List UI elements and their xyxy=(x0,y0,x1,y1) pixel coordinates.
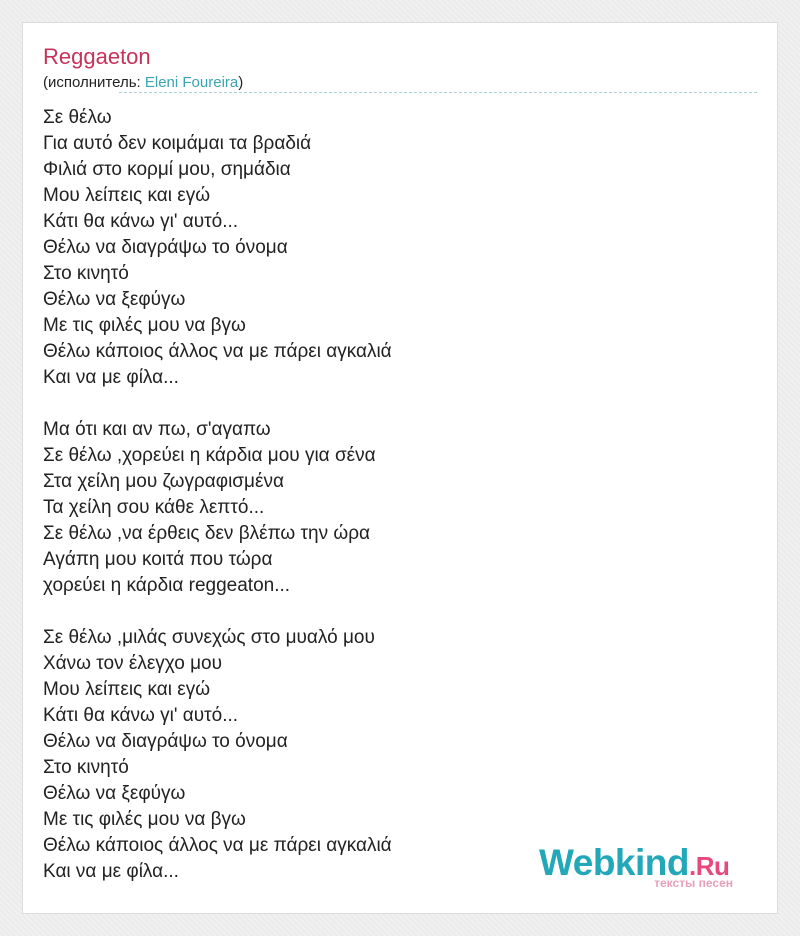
lyric-line: Σε θέλω ,να έρθεις δεν βλέπω την ώρα xyxy=(43,523,371,544)
lyric-line: Θέλω να ξεφύγω xyxy=(43,289,186,310)
site-logo[interactable] xyxy=(539,843,749,889)
lyric-line: Μα ότι και αν πω, σ'αγαπω xyxy=(43,419,271,440)
lyric-line: Στο κινητό xyxy=(43,263,129,284)
performer-prefix: (исполнитель: xyxy=(43,74,145,91)
performer-suffix: ) xyxy=(238,74,244,91)
logo-tld: .Ru xyxy=(689,851,730,881)
performer-line xyxy=(43,73,243,93)
lyric-line: Θέλω να διαγράψω το όνομα xyxy=(43,237,288,258)
lyric-line: Φιλιά στο κορμί μου, σημάδια xyxy=(43,159,291,180)
lyric-line: Θέλω να ξεφύγω xyxy=(43,783,186,804)
lyric-line: Μου λείπεις και εγώ xyxy=(43,679,211,700)
lyrics-body xyxy=(43,105,743,885)
lyric-line: Με τις φιλές μου να βγω xyxy=(43,315,246,336)
lyric-line: Θέλω κάποιος άλλος να με πάρει αγκαλιά xyxy=(43,341,392,362)
lyric-line: Με τις φιλές μου να βγω xyxy=(43,809,246,830)
lyrics-card xyxy=(22,22,778,914)
title-divider xyxy=(119,92,757,93)
lyric-line: Στα χείλη μου ζωγραφισμένα xyxy=(43,471,284,492)
lyric-line: χορεύει η κάρδια reggeaton... xyxy=(43,575,291,596)
lyric-line: Σε θέλω ,χορεύει η κάρδια μου για σένα xyxy=(43,445,376,466)
artist-link[interactable]: Eleni Foureira xyxy=(144,74,239,91)
lyric-line: Κάτι θα κάνω γι' αυτό... xyxy=(43,211,239,232)
lyric-line: Θέλω κάποιος άλλος να με πάρει αγκαλιά xyxy=(43,835,392,856)
lyric-line: Αγάπη μου κοιτά που τώρα xyxy=(43,549,273,570)
lyric-line: Και να με φίλα... xyxy=(43,367,179,388)
lyric-line: Κάτι θα κάνω γι' αυτό... xyxy=(43,705,239,726)
lyric-line: Σε θέλω xyxy=(43,107,112,128)
song-title: Reggaeton xyxy=(43,44,151,69)
stanza-gap xyxy=(43,391,743,417)
logo-tagline: тексты песен xyxy=(654,876,733,890)
lyric-line: Για αυτό δεν κοιμάμαι τα βραδιά xyxy=(43,133,312,154)
lyric-line: Μου λείπεις και εγώ xyxy=(43,185,211,206)
lyric-line: Σε θέλω ,μιλάς συνεχώς στο μυαλό μου xyxy=(43,627,375,648)
lyric-line: Τα χείλη σου κάθε λεπτό... xyxy=(43,497,265,518)
lyric-line: Θέλω να διαγράψω το όνομα xyxy=(43,731,288,752)
lyric-line: Στο κινητό xyxy=(43,757,129,778)
stanza-gap xyxy=(43,599,743,625)
logo-main-text: Webkind xyxy=(539,842,689,883)
lyric-line: Χάνω τον έλεγχο μου xyxy=(43,653,223,674)
lyric-line: Και να με φίλα... xyxy=(43,861,179,882)
